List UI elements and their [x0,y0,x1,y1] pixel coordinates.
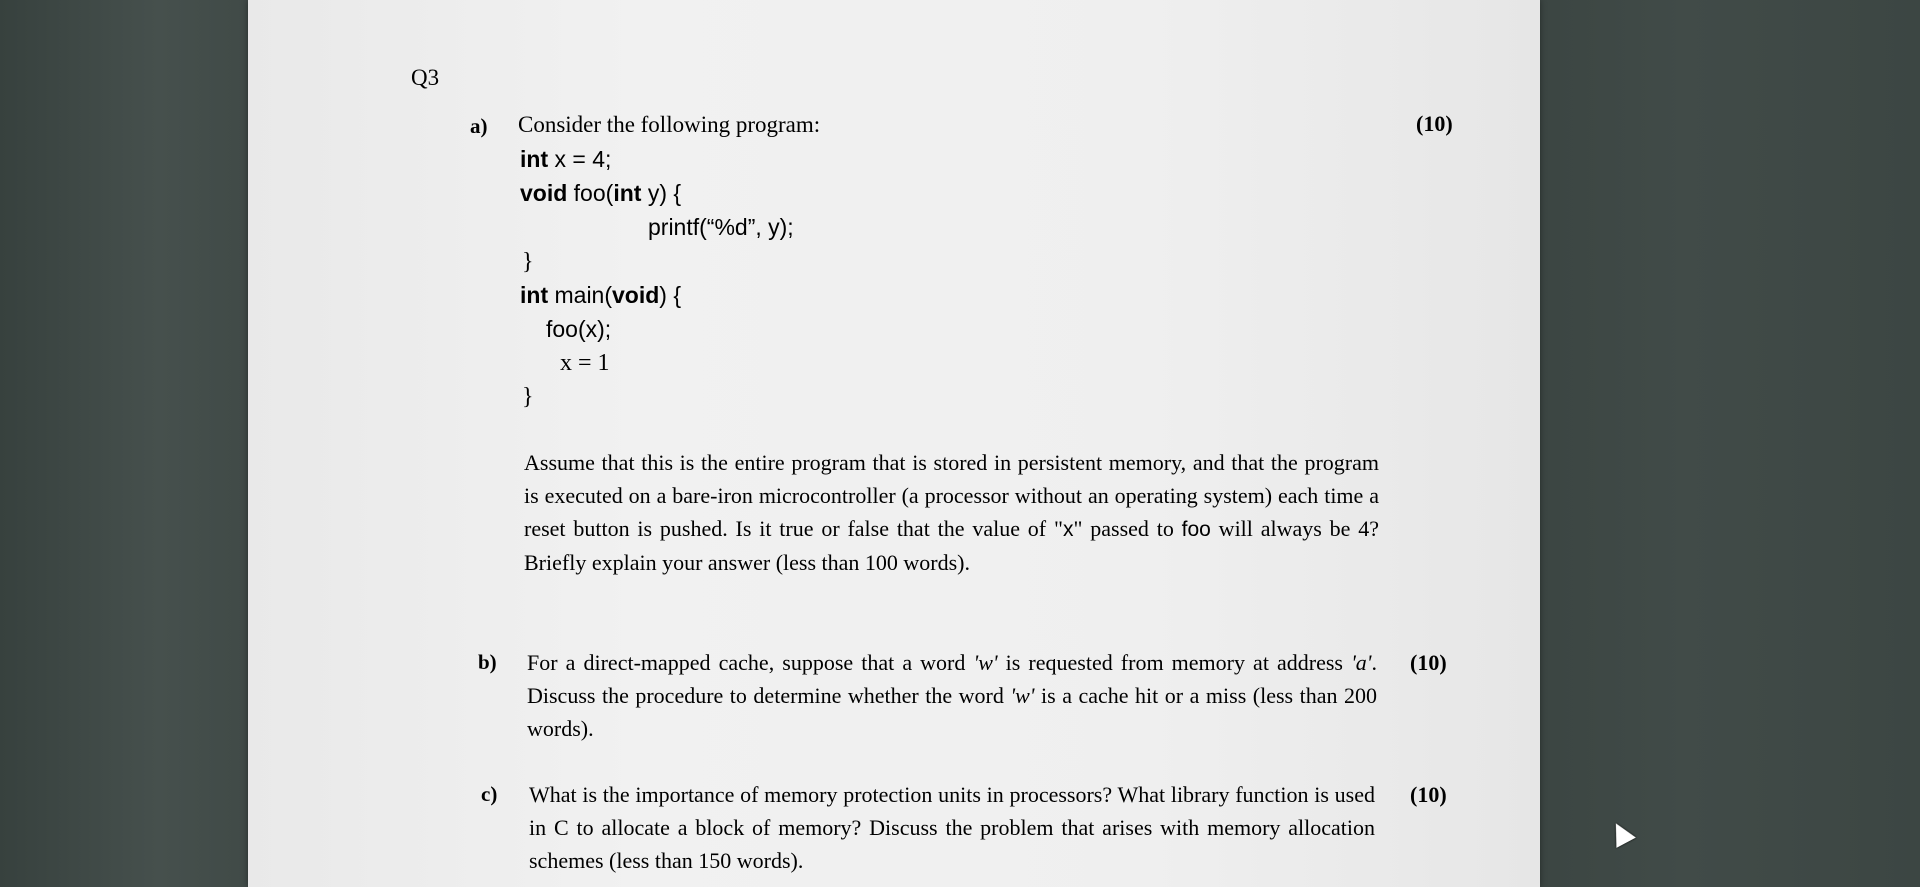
part-c-label: c) [481,782,498,806]
text-segment: is a cache hit or a miss (less than 200 words). [527,683,1377,741]
code-text: y) { [647,180,682,206]
keyword-void: void [520,180,568,206]
code-line-5 [520,284,681,307]
keyword-int: int [520,146,549,172]
italic-a: 'a' [1351,650,1372,675]
part-b-question-text [527,646,1377,745]
part-a-intro: Consider the following program: [518,112,821,137]
inline-code-x: x [1062,518,1074,541]
part-a-label: a) [470,114,488,138]
italic-w: 'w' [1010,683,1035,708]
code-text: foo( [573,180,614,206]
question-number: Q3 [411,65,440,90]
text-segment: " passed to [1073,516,1182,541]
inline-code-foo: foo [1181,518,1211,541]
part-a-marks: (10) [1416,111,1453,136]
exam-paper [248,0,1540,887]
code-line-1 [520,148,611,171]
part-b-label: b) [478,650,497,674]
code-text: x = 4; [554,146,612,172]
code-line-8: } [522,384,534,410]
part-c-marks: (10) [1410,782,1447,807]
italic-w: 'w' [973,650,998,675]
text-segment: will always be 4? Briefly explain your answer (less than 100 words). [524,516,1379,575]
text-segment: Assume that this is the entire program that is stored in persistent memory, and that the program is executed on a bare-iron microcontroller (a processor without an operating system) each time a reset button is pushed. Is it true or false that the value of " [524,450,1379,541]
code-line-2 [520,182,681,205]
keyword-void: void [612,282,660,308]
desk-background-right [1528,0,1920,887]
keyword-int: int [613,180,642,206]
text-segment: . Discuss the procedure to determine whether the word [527,650,1378,708]
code-text: ) { [659,282,682,308]
code-text: main( [554,282,613,308]
code-line-3: printf(“%d”, y); [648,214,794,240]
desk-background-left [0,0,265,887]
part-c-question-text: What is the importance of memory protection units in processors? What library function is used in C to allocate a block of memory? Discuss the problem that arises with memory allocation schemes (less than 150 words). [529,782,1375,873]
keyword-int: int [520,282,549,308]
code-line-4: } [522,249,534,275]
text-segment: For a direct-mapped cache, suppose that a word [527,650,974,675]
text-segment: is requested from memory at address [997,650,1352,675]
code-line-7: x = 1 [560,350,610,376]
code-line-6: foo(x); [546,316,612,342]
part-a-question-text [524,446,1379,579]
part-b-marks: (10) [1410,650,1447,675]
